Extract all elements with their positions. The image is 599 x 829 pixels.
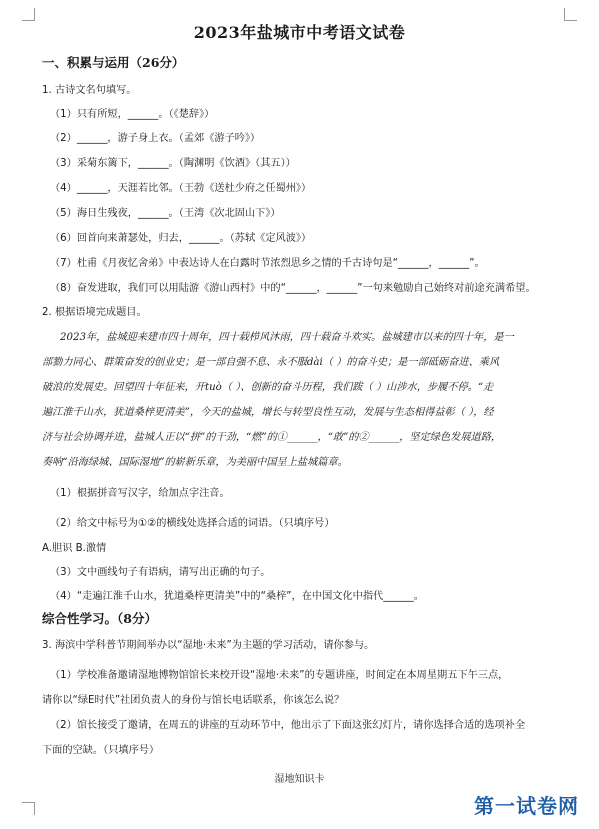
section-heading-1: 一、积累与运用（26分） [42,55,185,70]
footer-caption: 湿地知识卡 [274,774,325,785]
q2-sub-3: （3）文中画线句子有语病，请写出正确的句子。 [50,567,271,578]
q2-sub-4: （4）“走遍江淮千山水，犹道桑梓更清美”中的“桑梓”，在中国文化中指代______。 [50,591,424,602]
q3-line-2: 请你以“绿E时代”社团负责人的身份与馆长电话联系，你该怎么说？ [42,695,345,706]
q2-passage-line-1: 2023年，盐城迎来建市四十周年，四十载栉风沐雨，四十载奋斗欢实。盐城建市以来的四十年，是一 [60,332,514,343]
q3-heading: 3. 海滨中学科普节期间举办以“湿地·未来”为主题的学习活动，请你参与。 [42,640,375,651]
q2-heading: 2. 根据语境完成题目。 [42,307,147,318]
section-heading-2: 综合性学习。（8分） [42,611,157,626]
q2-passage-line-3: 破浪的发展史。回望四十年征来，开tuò（ ）、创新的奋斗历程，我们跋（ ）山涉水，步履不停。“走 [42,382,494,393]
q2-passage-line-6: 奏响“沿海绿城、国际湿地”的崭新乐章，为美丽中国呈上盐城篇章。 [42,457,348,468]
q1-heading: 1. 古诗文名句填写。 [42,85,137,96]
q1-item-3: （3）采菊东篱下，______。（陶渊明《饮酒》（其五）） [50,158,296,169]
crop-mark-bottom-left [22,802,35,815]
q3-line-1: （1）学校准备邀请湿地博物馆馆长来校开设“湿地·未来”的专题讲座，时间定在本周星期五下午三点， [50,670,509,681]
q2-passage-line-5: 济与社会协调并进，盐城人正以“拼”的干劲，“燃”的①______，“敢”的②______，坚定绿色发展道路， [42,432,502,443]
q3-line-4: 下面的空缺。（只填序号） [42,745,160,756]
q2-sub-2: （2）给文中标号为①②的横线处选择合适的词语。（只填序号） [50,518,335,529]
q1-item-6: （6）回首向来萧瑟处，归去，______。（苏轼《定风波》） [50,233,312,244]
q1-item-2: （2）______，游子身上衣。（孟郊《游子吟》） [50,133,261,144]
q1-item-7: （7）杜甫《月夜忆舍弟》中表达诗人在白露时节浓烈思乡之情的千古诗句是“______，______”。 [50,258,485,269]
q1-item-5: （5）海日生残夜，______。（王湾《次北固山下》） [50,208,281,219]
q2-passage-line-2: 部勠力同心、群策奋发的创业史；是一部自强不息、永不服dài（ ）的奋斗史；是一部砥砺奋进、乘风 [42,357,500,368]
q1-item-1: （1）只有所短，______。（《楚辞》） [50,109,215,120]
q3-line-3: （2）馆长接受了邀请，在周五的讲座的互动环节中，他出示了下面这张幻灯片，请你选择合适的选项补全 [50,720,526,731]
q1-item-4: （4）______，天涯若比邻。（王勃《送杜少府之任蜀州》） [50,183,312,194]
q1-item-8: （8）奋发进取，我们可以用陆游《游山西村》中的“______，______”一句来勉励自己始终对前途充满希望。 [50,283,536,294]
q2-sub-1: （1）根据拼音写汉字，给加点字注音。 [50,488,230,499]
site-watermark: 第一试卷网 [474,794,579,818]
q2-options: A.胆识 B.激情 [42,543,107,554]
page-title: 2023年盐城市中考语文试卷 [193,23,406,42]
q2-passage-line-4: 遍江淮千山水，犹道桑梓更清美”，今天的盐城，增长与转型良性互动，发展与生态相得益彰（ ），经 [42,407,494,418]
